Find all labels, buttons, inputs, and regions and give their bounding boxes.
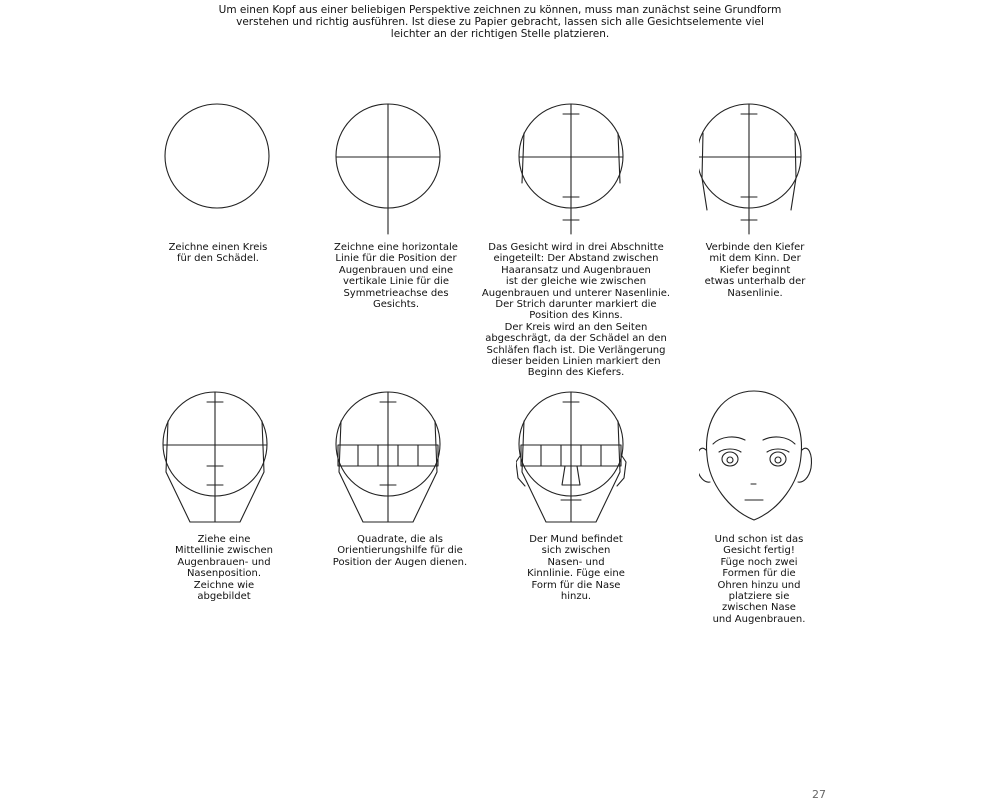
caption-line: abgebildet — [197, 591, 251, 603]
caption-line: Nasenposition. — [186, 568, 262, 580]
caption-line: Und schon ist das — [714, 534, 804, 545]
caption-line: sich zwischen — [541, 545, 611, 557]
caption-line: Ohren hinzu und — [717, 579, 801, 591]
caption-line: Haaransatz und Augenbrauen — [501, 264, 651, 276]
step8-caption — [659, 534, 859, 625]
caption-line: Gesichts. — [372, 299, 420, 311]
caption-line: Mittellinie zwischen — [175, 545, 273, 557]
caption-line: eingeteilt: Der Abstand zwischen — [493, 253, 659, 265]
step4-drawing — [699, 100, 814, 240]
caption-line: Zeichne eine horizontale — [334, 242, 458, 253]
step7-drawing — [516, 388, 631, 528]
caption-line: Augenbrauen- und — [177, 556, 271, 568]
intro-line: verstehen und richtig ausführen. Ist diese zu Papier gebracht, lassen sich alle Gesichtselemente viel — [236, 16, 764, 28]
caption-line: Augenbrauen und unterer Nasenlinie. — [481, 287, 671, 299]
step3-caption — [476, 242, 676, 379]
caption-line: Form für die Nase — [531, 579, 621, 591]
caption-line: platziere sie — [728, 591, 790, 603]
step5-caption — [124, 534, 324, 602]
caption-line: Zeichne einen Kreis — [168, 242, 268, 253]
caption-line: hinzu. — [560, 591, 592, 603]
caption-line: mit dem Kinn. Der — [709, 253, 801, 265]
caption-line: Zeichne wie — [193, 579, 255, 591]
step1-drawing — [160, 100, 275, 240]
caption-line: für den Schädel. — [177, 253, 259, 265]
caption-line: abgeschrägt, da der Schädel an den — [485, 333, 667, 345]
caption-line: Formen für die — [722, 568, 796, 580]
caption-line: Schläfen flach ist. Die Verlängerung — [486, 344, 666, 356]
caption-line: Ziehe eine — [197, 534, 251, 545]
caption-line: Symmetrieachse des — [343, 287, 449, 299]
caption-line: Position der Augen dienen. — [332, 556, 468, 568]
caption-line: Verbinde den Kiefer — [705, 242, 805, 253]
caption-line: Der Mund befindet — [529, 534, 623, 545]
step2-drawing — [333, 100, 448, 240]
intro-line: leichter an der richtigen Stelle platzieren. — [390, 28, 610, 40]
caption-line: Position des Kinns. — [529, 310, 623, 322]
step4-caption — [655, 242, 855, 299]
caption-line: etwas unterhalb der — [704, 276, 806, 288]
caption-line: ist der gleiche wie zwischen — [505, 276, 647, 288]
caption-line: vertikale Linie für die — [343, 276, 449, 288]
step2-caption — [296, 242, 496, 310]
caption-line: Augenbrauen und eine — [338, 264, 454, 276]
caption-line: Nasenlinie. — [727, 287, 783, 299]
caption-line: Kiefer beginnt — [719, 264, 791, 276]
caption-line: zwischen Nase — [722, 602, 796, 614]
caption-line: Füge noch zwei — [720, 556, 798, 568]
step6-drawing — [333, 388, 448, 528]
intro-text — [200, 4, 800, 40]
step6-caption — [300, 534, 500, 568]
caption-line: Kinnlinie. Füge eine — [527, 568, 625, 580]
step5-drawing — [160, 388, 275, 528]
caption-line: Gesicht fertig! — [723, 545, 795, 557]
intro-line: Um einen Kopf aus einer beliebigen Perspektive zeichnen zu können, muss man zunächst seine Grundform — [218, 4, 782, 16]
step8-drawing — [699, 388, 814, 528]
caption-line: Linie für die Position der — [335, 253, 457, 265]
step7-caption — [476, 534, 676, 602]
caption-line: Der Kreis wird an den Seiten — [504, 321, 648, 333]
step1-caption — [118, 242, 318, 265]
caption-line: Beginn des Kiefers. — [527, 367, 625, 379]
caption-line: Quadrate, die als — [357, 534, 443, 545]
caption-line: Nasen- und — [547, 556, 605, 568]
caption-line: Der Strich darunter markiert die — [495, 299, 657, 311]
caption-line: Orientierungshilfe für die — [337, 545, 463, 557]
caption-line: Das Gesicht wird in drei Abschnitte — [488, 242, 664, 253]
caption-line: dieser beiden Linien markiert den — [491, 356, 661, 368]
caption-line: und Augenbrauen. — [712, 613, 806, 625]
page-number: 27 — [812, 788, 826, 801]
step3-drawing — [516, 100, 631, 240]
